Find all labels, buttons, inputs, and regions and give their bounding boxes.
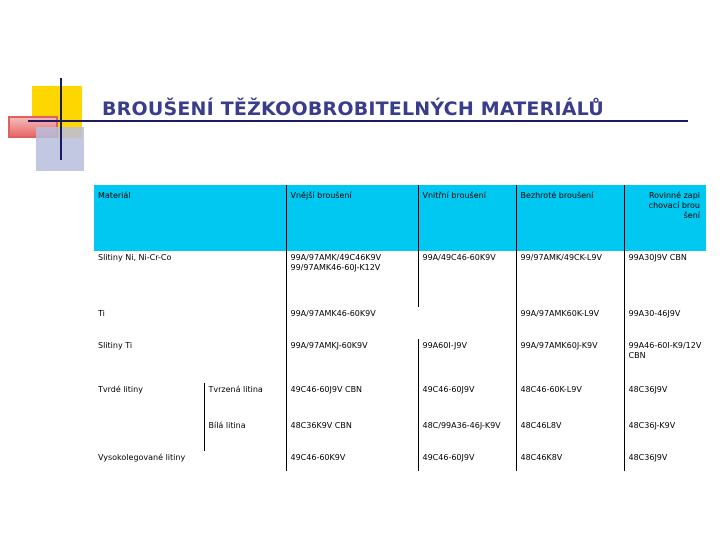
page-title: BROUŠENÍ TĚŽKOOBROBITELNÝCH MATERIÁLŮ [102, 98, 604, 120]
table-row [94, 251, 706, 307]
header-plane-text: Rovinné zapichovací broušení [648, 191, 700, 220]
cell-material: Slitiny Ni, Ni-Cr-Co [98, 253, 172, 262]
cell-external: 99A/97AMK/49C46K9V 99/97AMK46-60J-K12V [286, 251, 418, 307]
header-internal: Vnitřní broušení [418, 185, 516, 251]
cell-external: 49C46-60J9V CBN [286, 383, 418, 419]
cell-centerless: 48C46-60K-L9V [516, 383, 624, 419]
cell-centerless: 48C46K8V [516, 451, 624, 471]
cell-centerless: 99A/97AMK60K-L9V [516, 307, 624, 339]
cell-centerless: 99/97AMK/49CK-L9V [516, 251, 624, 307]
cell-internal: 99A/49C46-60K9V [418, 251, 516, 307]
cell-external: 99A/97AMK46-60K9V [286, 307, 516, 339]
table-row [94, 451, 706, 471]
cell-external: 48C36K9V CBN [286, 419, 418, 451]
cell-internal: 99A60I-J9V [418, 339, 516, 383]
header-material: Materiál [94, 185, 286, 251]
table-header-row [94, 185, 706, 251]
cell-material: Tvrdé litiny [98, 385, 143, 394]
header-plane [624, 185, 706, 251]
cell-material: Ti [98, 309, 105, 318]
table-row [94, 307, 706, 339]
cell-external: 99A/97AMKJ-60K9V [286, 339, 418, 383]
cell-material: Vysokolegované litiny [98, 453, 186, 462]
grinding-table [94, 185, 706, 471]
table-row [94, 383, 706, 419]
cell-centerless: 99A/97AMK60J-K9V [516, 339, 624, 383]
cell-plane: 99A46-60I-K9/12V CBN [624, 339, 706, 383]
cell-internal: 48C/99A36-46J-K9V [418, 419, 516, 451]
cell-plane: 99A30J9V CBN [624, 251, 706, 307]
cell-plane: 99A30-46J9V [624, 307, 706, 339]
cell-plane: 48C36J-K9V [624, 419, 706, 451]
cell-internal: 49C46-60J9V [418, 451, 516, 471]
cell-sub-material: Bílá litina [204, 419, 286, 451]
cell-sub-material: Tvrzená litina [204, 383, 286, 419]
cell-plane: 48C36J9V [624, 383, 706, 419]
cell-external: 49C46-60K9V [286, 451, 418, 471]
header-external: Vnější broušení [286, 185, 418, 251]
cell-plane: 48C36J9V [624, 451, 706, 471]
header-centerless: Bezhroté broušení [516, 185, 624, 251]
table-row [94, 419, 706, 451]
decor-vertical-line [60, 78, 62, 160]
cell-material [94, 419, 204, 451]
cell-centerless: 48C46L8V [516, 419, 624, 451]
cell-material: Slitiny Ti [98, 341, 133, 350]
cell-internal: 49C46-60J9V [418, 383, 516, 419]
decor-horizontal-line [28, 120, 688, 122]
table-row [94, 339, 706, 383]
